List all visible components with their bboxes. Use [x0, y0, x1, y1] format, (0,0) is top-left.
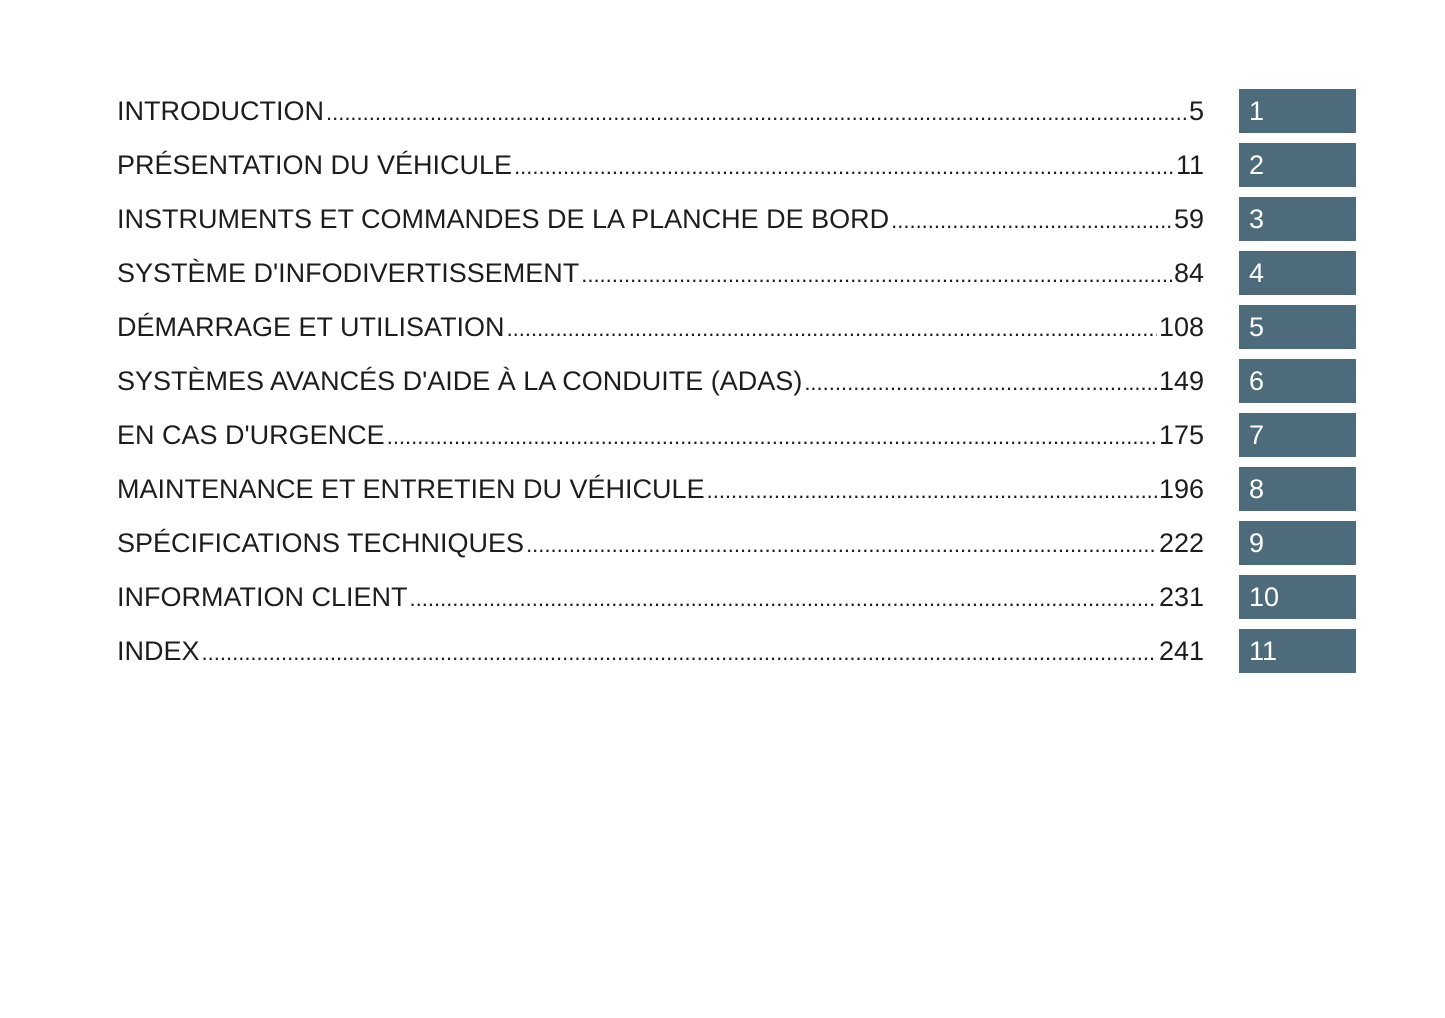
- toc-page-number: 241: [1158, 635, 1204, 666]
- toc-entry-demarrage[interactable]: [117, 312, 1204, 343]
- chapter-tab-3[interactable]: 3: [1239, 197, 1356, 241]
- toc-dot-leader: [410, 586, 1157, 612]
- toc-row-maintenance: [117, 467, 1356, 511]
- toc-page-number: 231: [1158, 581, 1204, 612]
- chapter-tab-2[interactable]: 2: [1239, 143, 1356, 187]
- toc-entry-title: SYSTÈME D'INFODIVERTISSEMENT: [117, 257, 580, 288]
- toc-page-number: 59: [1173, 203, 1204, 234]
- toc-entry-title: EN CAS D'URGENCE: [117, 419, 385, 450]
- toc-row-specifications: [117, 521, 1356, 565]
- toc-entry-specifications[interactable]: [117, 528, 1204, 559]
- chapter-tab-7[interactable]: 7: [1239, 413, 1356, 457]
- toc-page-number: 11: [1175, 149, 1204, 180]
- toc-entry-title: INSTRUMENTS ET COMMANDES DE LA PLANCHE DE BORD: [117, 203, 890, 234]
- toc-entry-title: INDEX: [117, 635, 200, 666]
- chapter-tab-1[interactable]: 1: [1239, 89, 1356, 133]
- toc-dot-leader: [804, 370, 1157, 396]
- toc-row-introduction: [117, 89, 1356, 133]
- toc-dot-leader: [581, 262, 1172, 288]
- toc-page-number: 5: [1188, 95, 1204, 126]
- toc-row-urgence: [117, 413, 1356, 457]
- toc-dot-leader: [707, 478, 1157, 504]
- chapter-tab-6[interactable]: 6: [1239, 359, 1356, 403]
- toc-row-instruments: [117, 197, 1356, 241]
- toc-entry-index[interactable]: [117, 636, 1204, 667]
- toc-row-demarrage: [117, 305, 1356, 349]
- toc-entry-instruments[interactable]: [117, 204, 1204, 235]
- toc-dot-leader: [387, 424, 1157, 450]
- toc-row-information-client: [117, 575, 1356, 619]
- toc-dot-leader: [326, 100, 1187, 126]
- toc-entry-title: PRÉSENTATION DU VÉHICULE: [117, 149, 513, 180]
- toc-entry-maintenance[interactable]: [117, 474, 1204, 505]
- toc-entry-title: SPÉCIFICATIONS TECHNIQUES: [117, 527, 525, 558]
- toc-row-adas: [117, 359, 1356, 403]
- toc-entry-introduction[interactable]: [117, 96, 1204, 127]
- toc-entry-title: INTRODUCTION: [117, 95, 324, 126]
- toc-entry-presentation[interactable]: [117, 150, 1204, 181]
- toc-entry-infodivertissement[interactable]: [117, 258, 1204, 289]
- toc-entry-urgence[interactable]: [117, 420, 1204, 451]
- toc-dot-leader: [514, 154, 1174, 180]
- toc-dot-leader: [507, 316, 1157, 342]
- toc-page-number: 108: [1158, 311, 1204, 342]
- table-of-contents: [117, 89, 1356, 683]
- toc-entry-title: MAINTENANCE ET ENTRETIEN DU VÉHICULE: [117, 473, 705, 504]
- toc-entry-information-client[interactable]: [117, 582, 1204, 613]
- toc-dot-leader: [891, 208, 1172, 234]
- toc-entry-title: SYSTÈMES AVANCÉS D'AIDE À LA CONDUITE (ADAS): [117, 365, 803, 396]
- toc-row-index: [117, 629, 1356, 673]
- toc-page-number: 149: [1158, 365, 1204, 396]
- toc-dot-leader: [526, 532, 1157, 558]
- chapter-tab-11[interactable]: 11: [1239, 629, 1356, 673]
- toc-entry-title: INFORMATION CLIENT: [117, 581, 408, 612]
- chapter-tab-8[interactable]: 8: [1239, 467, 1356, 511]
- toc-page-number: 84: [1173, 257, 1204, 288]
- toc-entry-adas[interactable]: [117, 366, 1204, 397]
- chapter-tab-4[interactable]: 4: [1239, 251, 1356, 295]
- toc-entry-title: DÉMARRAGE ET UTILISATION: [117, 311, 505, 342]
- toc-page-number: 222: [1158, 527, 1204, 558]
- toc-page-number: 196: [1158, 473, 1204, 504]
- chapter-tab-9[interactable]: 9: [1239, 521, 1356, 565]
- chapter-tab-5[interactable]: 5: [1239, 305, 1356, 349]
- chapter-tab-10[interactable]: 10: [1239, 575, 1356, 619]
- toc-dot-leader: [202, 640, 1157, 666]
- toc-row-infodivertissement: [117, 251, 1356, 295]
- toc-page-number: 175: [1158, 419, 1204, 450]
- toc-row-presentation: [117, 143, 1356, 187]
